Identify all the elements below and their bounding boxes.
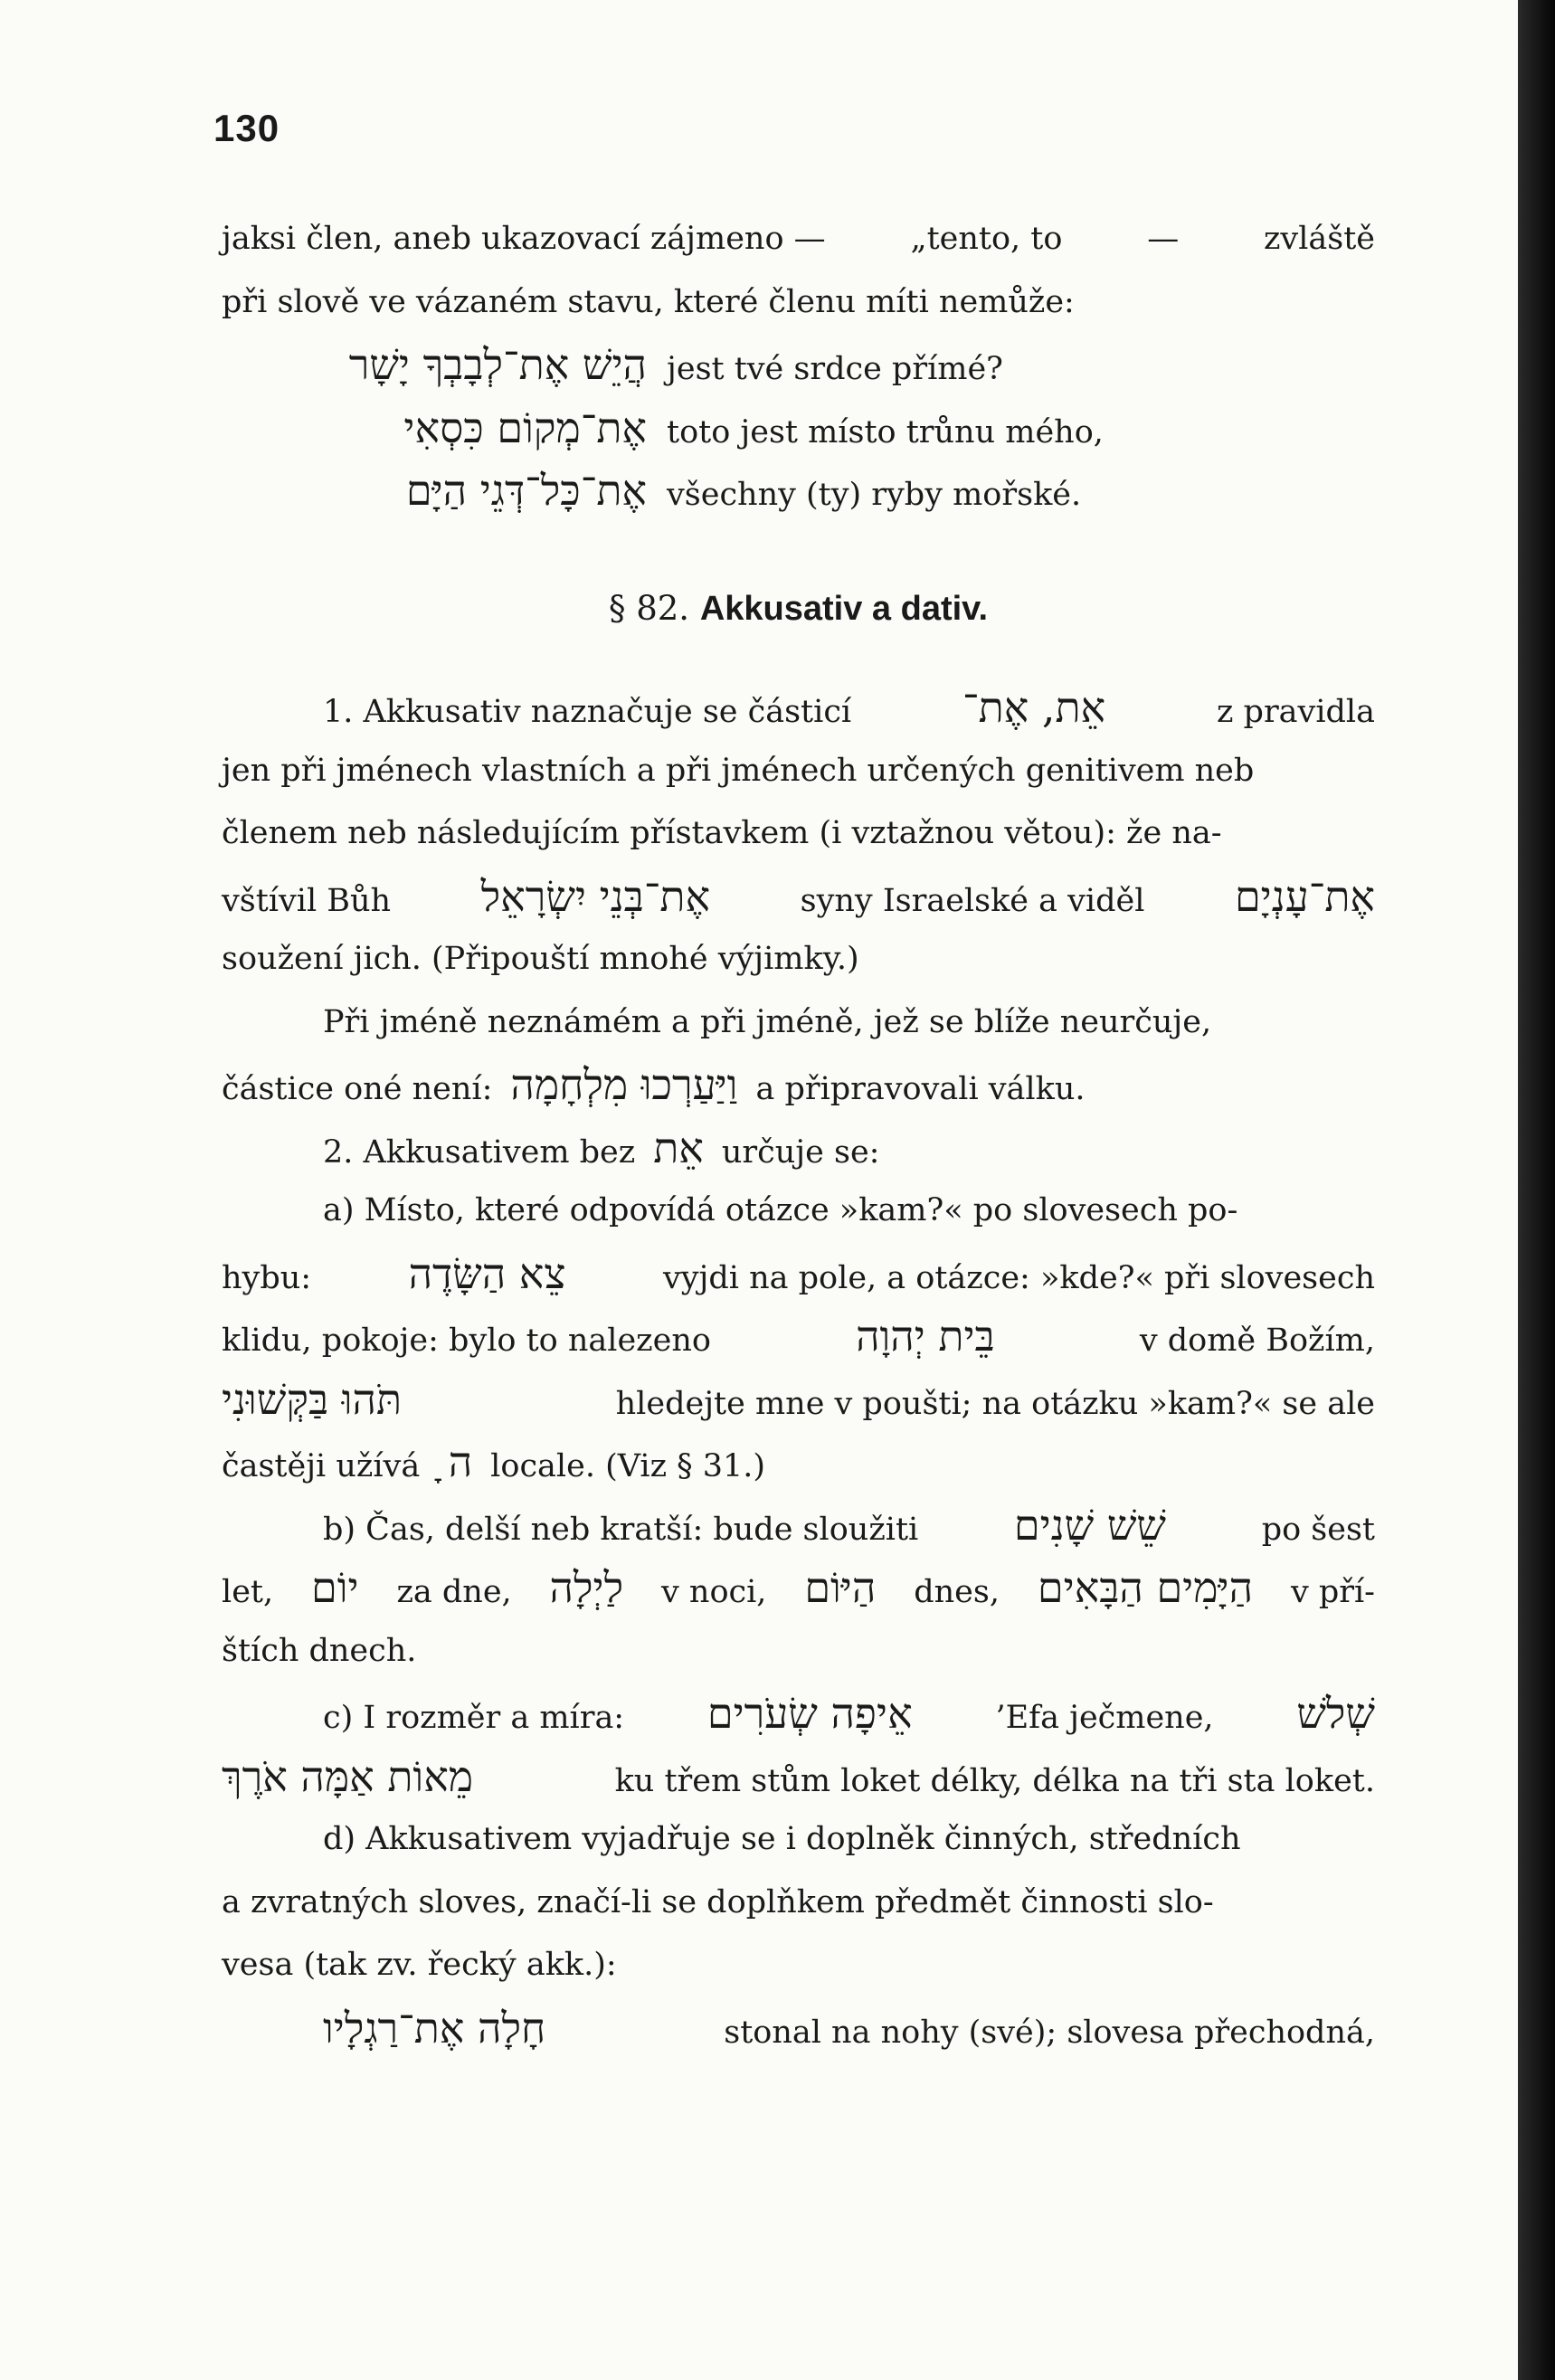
hebrew-text: שֵׁשׁ שָׁנִים	[1013, 1500, 1166, 1550]
text-span: při slově ve vázaném stavu, které členu míti nemůže:	[222, 283, 1075, 320]
text-span: určuje se:	[721, 1133, 880, 1171]
text-span: c) I rozměr a míra:	[323, 1700, 625, 1736]
text-span: z pravidla	[1216, 694, 1375, 730]
example-row	[222, 460, 1375, 523]
p1-line-5	[222, 928, 1375, 991]
c-line-2	[222, 1746, 1375, 1809]
text-span: hledejte mne v poušti; na otázku »kam?« se ale	[615, 1385, 1375, 1422]
a-line-2	[222, 1243, 1375, 1306]
p1-line-3	[222, 802, 1375, 866]
text-span: vštívil Bůh	[222, 882, 392, 919]
text-span: častěji užívá	[222, 1448, 421, 1484]
p3-line-1	[222, 1117, 1375, 1181]
text-span: let,	[222, 1574, 274, 1610]
b-line-1	[222, 1494, 1375, 1558]
hebrew-text: אֶת־בְּנֵי יִשְׂרָאֵל	[480, 871, 711, 921]
text-span: syny Israelské a viděl	[800, 882, 1145, 919]
hebrew-text: אֶת־כָּל־דְּגֵי הַיָּם	[405, 466, 647, 515]
a-line-3	[222, 1305, 1375, 1369]
translation: všechny (ty) ryby mořské.	[667, 477, 1082, 513]
text-span: štích dnech.	[222, 1632, 417, 1669]
hebrew-text: אֶת־מְקוֹם כִּסְאִי	[403, 403, 647, 452]
hebrew-text: תֹּהוּ בַּקְּשׁוּנִי	[222, 1374, 403, 1424]
text-span: „tento, to	[910, 221, 1063, 257]
hebrew-text: אֵת, אֶת־	[962, 683, 1106, 732]
hebrew-text: יוֹם	[311, 1563, 359, 1612]
text-span: po šest	[1261, 1511, 1375, 1548]
hebrew-text: הֲיֵשׁ אֶת־לְבָבְךָ יָשָׁר	[348, 340, 647, 389]
section-symbol: § 82.	[608, 588, 690, 628]
hebrew-text: בֵּית יְהוָה	[856, 1312, 995, 1361]
text-span: 1. Akkusativ naznačuje se částicí	[323, 694, 852, 730]
page-number: 130	[213, 107, 280, 149]
hebrew-text: הַיָּמִים הַבָּאִים	[1037, 1563, 1254, 1612]
hebrew-text: אֶת־עָנְיָם	[1234, 871, 1375, 921]
p1-line-4	[222, 866, 1375, 929]
a-line-5	[222, 1431, 1375, 1494]
d-line-3	[222, 1934, 1375, 1997]
hebrew-text: חָלָה אֶת־רַגְלָיו	[323, 2003, 546, 2053]
p1-line-1	[222, 677, 1375, 740]
hebrew-text: אֵת	[653, 1123, 704, 1172]
section-heading	[222, 577, 1375, 641]
text-span: ’Efa ječmene,	[995, 1700, 1214, 1736]
text-span: za dne,	[396, 1574, 512, 1610]
text-span: částice oné není:	[222, 1071, 493, 1107]
d-line-4	[222, 1997, 1375, 2061]
text-span: jen při jménech vlastních a při jménech určených genitivem neb	[222, 752, 1255, 789]
p2-line-1	[222, 991, 1375, 1055]
text-span: locale. (Viz § 31.)	[490, 1448, 766, 1484]
translation: jest tvé srdce přímé?	[667, 351, 1003, 387]
hebrew-text: וַיַּעַרְכוּ מִלְחָמָה	[510, 1060, 738, 1109]
section-title: Akkusativ a dativ.	[699, 589, 989, 628]
d-line-2	[222, 1872, 1375, 1935]
text-span: vesa (tak zv. řecký akk.):	[222, 1947, 617, 1983]
hebrew-text: לַיְלָה	[549, 1563, 624, 1612]
text-span: soužení jich. (Připouští mnohé výjimky.)	[222, 941, 859, 977]
hebrew-text: ה ָ	[438, 1437, 473, 1486]
text-span: a) Místo, které odpovídá otázce »kam?« po slovesech po-	[323, 1192, 1238, 1228]
translation: toto jest místo trůnu mého,	[667, 413, 1104, 450]
text-span: stonal na nohy (své); slovesa přechodná,	[724, 2014, 1375, 2051]
b-line-2	[222, 1557, 1375, 1620]
hebrew-text: צֵא הַשָּׂדֶה	[408, 1248, 566, 1298]
text-span: členem neb následujícím přístavkem (i vztažnou větou): že na-	[222, 815, 1222, 851]
hebrew-text: שְׁלשׁ	[1296, 1689, 1375, 1738]
text-span: hybu:	[222, 1259, 312, 1296]
text-span: v domě Božím,	[1139, 1323, 1375, 1359]
text-span: a zvratných sloves, značí-li se doplňkem předmět činnosti slo-	[222, 1883, 1214, 1920]
scan-edge	[1518, 0, 1555, 2380]
intro-line-1	[222, 208, 1375, 271]
text-span: dnes,	[914, 1574, 1000, 1610]
intro-line-2	[222, 271, 1375, 335]
text-span: vyjdi na pole, a otázce: »kde?« při slovesech	[663, 1259, 1375, 1296]
b-line-3	[222, 1620, 1375, 1683]
example-row	[222, 334, 1375, 397]
p1-line-2	[222, 740, 1375, 803]
text-span: Při jméně neznámém a při jméně, jež se blíže neurčuje,	[323, 1003, 1212, 1040]
c-line-1	[222, 1683, 1375, 1746]
text-span: zvláště	[1263, 221, 1375, 257]
text-span: v noci,	[661, 1574, 767, 1610]
p2-line-2	[222, 1054, 1375, 1117]
text-span: ku třem stům loket délky, délka na tři sta loket.	[614, 1762, 1375, 1799]
text-span: jaksi člen, aneb ukazovací zájmeno —	[222, 221, 826, 257]
text-span: d) Akkusativem vyjadřuje se i doplněk činných, středních	[323, 1821, 1241, 1857]
text-span: a připravovali válku.	[755, 1071, 1086, 1107]
text-span: 2. Akkusativem bez	[323, 1133, 636, 1171]
text-span: klidu, pokoje: bylo to nalezeno	[222, 1323, 711, 1359]
page-body	[222, 208, 1375, 2060]
d-line-1	[222, 1808, 1375, 1872]
a-line-1	[222, 1180, 1375, 1243]
hebrew-text: הַיּוֹם	[804, 1563, 877, 1612]
hebrew-text: מֵאוֹת אַמָּה אֹרֶךְ	[222, 1751, 474, 1801]
text-span: b) Čas, delší neb kratší: bude sloužiti	[323, 1511, 919, 1548]
text-span: v pří-	[1290, 1574, 1375, 1610]
text-span: —	[1147, 221, 1180, 257]
example-row	[222, 397, 1375, 460]
hebrew-text: אֵיפָה שְׂעֹרִים	[706, 1689, 913, 1738]
a-line-4	[222, 1369, 1375, 1432]
